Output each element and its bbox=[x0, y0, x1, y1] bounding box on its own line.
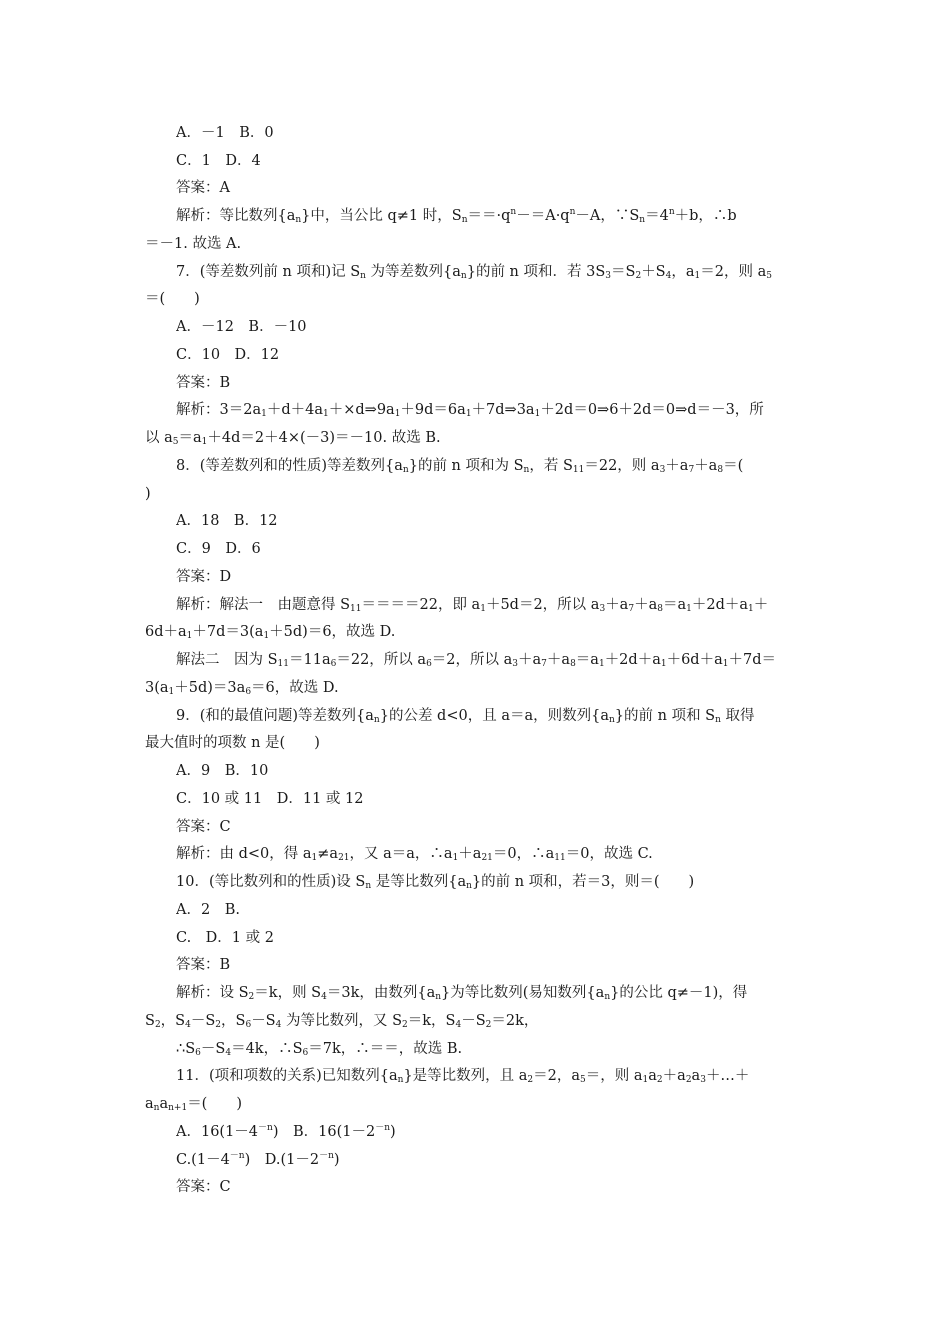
analysis-line: 以 $a_5=a_1+4d=2+4\times(-3)=-10$. 故选 B. bbox=[145, 430, 441, 447]
analysis-line: $6d+a_1+7d=3(a_1+5d)=6$，故选 D. bbox=[145, 624, 396, 641]
analysis-line: 解析：$3=2a_1+d+4a_1+\times d\Rightarrow 9a_1+9d=6a_1+7d\Rightarrow 3a_1+2d=0\Rightarrow 6+2d=0\Rightarrow d=-3$，所 bbox=[176, 402, 764, 419]
question-11-line: $a_na_{n+1}=$( ) bbox=[145, 1096, 243, 1113]
option-line: $C.(1-4^{-n})$ $D.(1-2^{-n})$ bbox=[176, 1151, 340, 1168]
option-line: A．－1 B．0 bbox=[176, 125, 274, 141]
answer-line: 答案：C bbox=[176, 1179, 231, 1195]
option-line: C. D．1 或 2 bbox=[176, 930, 274, 946]
analysis-line: 解析：设 $S_2=k$，则 $S_4=3k$，由数列$\{a_n\}$为等比数列(易知数列$\{a_n\}$的公比 q≠－1)，得 bbox=[176, 985, 748, 1002]
option-line: A．2 B. bbox=[176, 902, 240, 918]
answer-line: 答案：A bbox=[176, 180, 230, 196]
option-line: A．－12 B．－10 bbox=[176, 319, 307, 335]
option-line: C．10 或 11 D．11 或 12 bbox=[176, 791, 364, 807]
analysis-line: 解法二 因为 $S_{11}=11a_6=22$，所以 $a_6=2$，所以 $a_3+a_7+a_8=a_1+2d+a_1+6d+a_1+7d=$ bbox=[176, 652, 776, 669]
option-line: C．1 D．4 bbox=[176, 153, 261, 169]
question-7-line: ＝( ) bbox=[145, 291, 200, 307]
question-9-line: 9．(和的最值问题)等差数列$\{a_n\}$的公差 d<0，且 a＝a，则数列$\{a_n\}$的前 n 项和 $S_n$ 取得 bbox=[176, 708, 755, 725]
analysis-line: $3(a_1+5d)=3a_6=6$，故选 D. bbox=[145, 680, 339, 697]
question-10-line: 10．(等比数列和的性质)设 $S_n$ 是等比数列$\{a_n\}$的前 n 项和，若＝3，则＝( ) bbox=[176, 874, 695, 891]
analysis-line: ＝－1. 故选 A. bbox=[145, 236, 242, 252]
analysis-line: 解析：解法一 由题意得 $S_{11}====22$，即 $a_1+5d=2$，所以 $a_3+a_7+a_8=a_1+2d+a_1+$ bbox=[176, 597, 769, 614]
question-11-line: 11．(项和项数的关系)已知数列$\{a_n\}$是等比数列，且 $a_2=2$，$a_5=$，则 $a_1a_2+a_2a_3+\dots+$ bbox=[176, 1068, 750, 1085]
option-line: A．18 B．12 bbox=[176, 513, 278, 529]
option-line: C．10 D．12 bbox=[176, 347, 280, 363]
question-9-line: 最大值时的项数 n 是( ) bbox=[145, 735, 320, 751]
analysis-line: $S_2$，$S_4-S_2$，$S_6-S_4$ 为等比数列，又 $S_2=k$，$S_4-S_2=2k$， bbox=[145, 1013, 539, 1030]
analysis-line: 解析：等比数列$\{a_n\}$中，当公比 q≠1 时，$S_n==\cdot q^n-=A\cdot q^n-A$，$\because S_n=4^n+b$，∴b bbox=[176, 207, 737, 225]
analysis-line: $\therefore S_6-S_4=4k$，$\therefore S_6=7k$，∴＝＝，故选 B. bbox=[176, 1041, 463, 1058]
answer-line: 答案：C bbox=[176, 819, 231, 835]
answer-line: 答案：B bbox=[176, 375, 231, 391]
option-line: A．$16(1-4^{-n})$ B．$16(1-2^{-n})$ bbox=[176, 1123, 396, 1140]
answer-line: 答案：B bbox=[176, 957, 231, 973]
option-line: C．9 D．6 bbox=[176, 541, 261, 557]
answer-line: 答案：D bbox=[176, 569, 232, 585]
question-7-line: 7．(等差数列前 n 项和)记 $S_n$ 为等差数列$\{a_n\}$的前 n 项和．若 $3S_3=S_2+S_4$，$a_1=2$，则 $a_5$ bbox=[176, 264, 772, 281]
option-line: A．9 B．10 bbox=[176, 763, 269, 779]
question-8-line: ) bbox=[145, 486, 151, 502]
analysis-line: 解析：由 d<0，得 $a_1\ne a_{21}$，又 a＝a，$\therefore a_1+a_{21}=0$，$\therefore a_{11}=0$，故选 C. bbox=[176, 846, 653, 863]
question-8-line: 8．(等差数列和的性质)等差数列$\{a_n\}$的前 n 项和为 $S_n$，若 $S_{11}=22$，则 $a_3+a_7+a_8=$( bbox=[176, 458, 744, 475]
